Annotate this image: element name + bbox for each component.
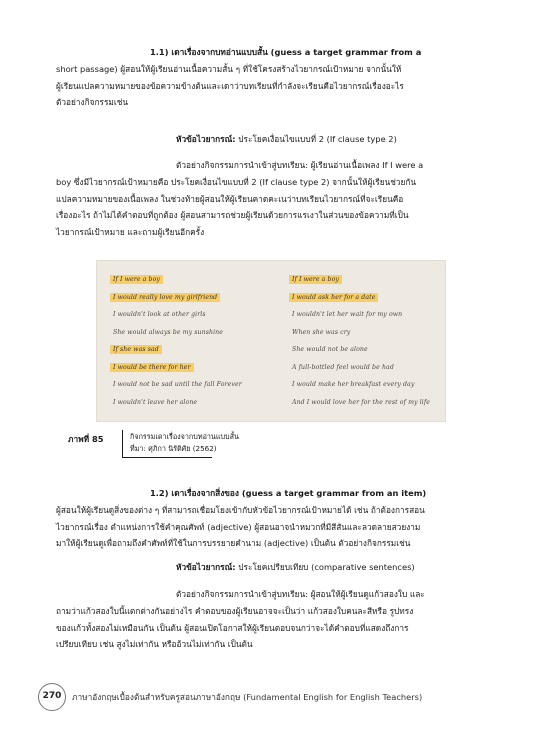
left-lyric-line: [110, 289, 245, 307]
section-1-1-line-3: ผู้เรียนแปลความหมายของข้อความข้างต้นและเดาว่าบทเรียนที่กำลังจะเรียนคือไวยากรณ์เรื่องอะไร: [56, 80, 404, 91]
book-title-footer: ภาษาอังกฤษเบื้องต้นสำหรับครูสอนภาษาอังกฤษ (Fundamental English for English Teachers): [72, 692, 423, 702]
caption-source: ที่มา: ศุภิกา นิรัติศัย (2562): [130, 444, 217, 453]
caption-divider: [122, 430, 123, 458]
right-lyric-line: [289, 324, 433, 342]
right-lyric-text: I wouldn't let her wait for my own: [292, 311, 403, 318]
grammar-topic-2-label: หัวข้อไวยากรณ์:: [176, 562, 236, 572]
lyrics-right-column: [289, 271, 433, 411]
example-1-line-4: เรื่องอะไร ถ้าไม่ได้คำตอบที่ถูกต้อง ผู้สอนสามารถช่วยผู้เรียนด้วยการแรเงาในส่วนของข้อความที่เป็น: [56, 210, 409, 221]
right-lyric-text: I would ask her for a date: [289, 293, 378, 302]
grammar-topic-2-value: ประโยคเปรียบเทียบ (comparative sentences): [238, 562, 415, 572]
section-1-2-line-3: ไวยากรณ์เรื่อง ตำแหน่งการใช้คำคุณศัพท์ (adjective) ผู้สอนอาจนำหมวกที่มีสีสันและลวดลายสวยงาม: [56, 521, 421, 532]
left-lyric-line: [110, 359, 245, 377]
section-1-2-line-2: ผู้สอนให้ผู้เรียนดูสิ่งของต่าง ๆ ที่สามารถเชื่อมโยงเข้ากับหัวข้อไวยากรณ์เป้าหมายได้ เช่น ถ้าต้องการสอน: [56, 505, 425, 515]
right-lyric-text: A full-bottled feel would be had: [292, 363, 394, 371]
grammar-topic-1: [176, 131, 397, 147]
right-lyric-text: She would not be alone: [292, 346, 368, 353]
right-lyric-line: [289, 341, 433, 359]
example-1-body: [56, 174, 486, 240]
right-lyric-line: [289, 376, 433, 394]
page-number: 270: [42, 691, 62, 701]
section-1-1-line-4: ตัวอย่างกิจกรรมเช่น: [56, 97, 129, 108]
right-lyric-line: [289, 271, 433, 289]
example-1-line-5: ไวยากรณ์เป้าหมาย และถามผู้เรียนอีกครั้ง: [56, 226, 205, 237]
left-lyric-text: If I were a boy: [110, 275, 163, 284]
page-number-badge: [38, 683, 66, 711]
grammar-topic-1-label: หัวข้อไวยากรณ์:: [176, 134, 236, 144]
right-lyric-text: When she was cry: [292, 328, 351, 336]
right-lyric-text: If I were a boy: [289, 275, 342, 284]
left-lyric-text: I would really love my girlfriend: [110, 293, 220, 302]
left-lyric-line: [110, 341, 245, 359]
section-1-2-heading: 1.2) เดาเรื่องจากสิ่งของ (guess a target grammar from an item): [150, 488, 427, 498]
example-1-first-line: ตัวอย่างกิจกรรมการนำเข้าสู่บทเรียน: ผู้เรียนอ่านเนื้อเพลง If I were a: [176, 160, 424, 170]
example-1-line-3: แปลความหมายของเนื้อเพลง ในช่วงท้ายผู้สอนให้ผู้เรียนคาดคะเนว่าบทเรียนไวยากรณ์ที่จะเรียนคือ: [56, 193, 404, 204]
figure-caption: [130, 431, 239, 455]
left-lyric-text: She would always be my sunshine: [113, 328, 224, 336]
left-lyric-line: [110, 271, 245, 289]
song-lyrics-photo: [96, 260, 446, 422]
right-lyric-line: [289, 394, 433, 412]
left-lyric-line: [110, 394, 245, 412]
section-1-2-line-4: มาให้ผู้เรียนดูเพื่อถามถึงคำศัพท์ที่ใช้ในการบรรยายคำนาม (adjective) เป็นต้น ตัวอย่างกิจกรรมเช่น: [56, 538, 411, 549]
left-lyric-line: [110, 306, 245, 324]
example-2-first-line: ตัวอย่างกิจกรรมการนำเข้าสู่บทเรียน: ผู้สอนให้ผู้เรียนดูแก้วสองใบ และ: [176, 589, 425, 599]
example-2-body: [56, 603, 486, 653]
caption-title: กิจกรรมเดาเรื่องจากบทอ่านแบบสั้น: [130, 432, 239, 441]
section-1-1-body: [56, 61, 486, 111]
example-2-line-2: ถามว่าแก้วสองใบนี้แตกต่างกันอย่างไร คำตอบของผู้เรียนอาจจะเป็นว่า แก้วสองใบคนละสีหรือ รูปทรง: [56, 606, 414, 616]
left-lyric-line: [110, 376, 245, 394]
right-lyric-line: [289, 289, 433, 307]
example-2-line-4: เปรียบเทียบ เช่น สูงไม่เท่ากัน หรืออ้วนไม่เท่ากัน เป็นต้น: [56, 639, 253, 650]
right-lyric-text: And I would love her for the rest of my life: [292, 398, 431, 406]
section-1-1-heading-line: [150, 44, 486, 61]
grammar-topic-1-value: ประโยคเงื่อนไขแบบที่ 2 (If clause type 2): [238, 134, 397, 144]
section-1-2-heading-line: [150, 485, 486, 502]
section-1-1-heading: 1.1) เดาเรื่องจากบทอ่านแบบสั้น (guess a target grammar from a: [150, 47, 422, 57]
lyrics-left-column: [110, 271, 245, 411]
left-lyric-text: I would be there for her: [110, 363, 194, 372]
right-lyric-line: [289, 306, 433, 324]
figure-label: ภาพที่ 85: [68, 434, 104, 444]
example-2-line-3: ของแก้วทั้งสองไม่เหมือนกัน เป็นต้น ผู้สอนเปิดโอกาสให้ผู้เรียนตอบจนกว่าจะได้คำตอบที่แสดงถึงการ: [56, 622, 409, 633]
caption-underline: [122, 457, 212, 458]
left-lyric-line: [110, 324, 245, 342]
left-lyric-text: I wouldn't look at other girls: [113, 311, 206, 318]
left-lyric-text: I would not be sad until the fall Forever: [113, 381, 242, 388]
right-lyric-text: I would make her breakfast every day: [292, 381, 415, 388]
left-lyric-text: I wouldn't leave her alone: [113, 398, 198, 406]
right-lyric-line: [289, 359, 433, 377]
left-lyric-text: If she was sad: [110, 345, 162, 354]
grammar-topic-2: [176, 559, 415, 575]
section-1-1-line-2: short passage) ผู้สอนให้ผู้เรียนอ่านเนื้อความสั้น ๆ ที่ใช้โครงสร้างไวยากรณ์เป้าหมาย จากนั้นให้: [56, 64, 402, 74]
section-1-2-body: [56, 502, 486, 552]
example-1-line-2: boy ซึ่งมีไวยากรณ์เป้าหมายคือ ประโยคเงื่อนไขแบบที่ 2 (If clause type 2) จากนั้นให้ผู้เรียนช่วยกัน: [56, 177, 417, 187]
